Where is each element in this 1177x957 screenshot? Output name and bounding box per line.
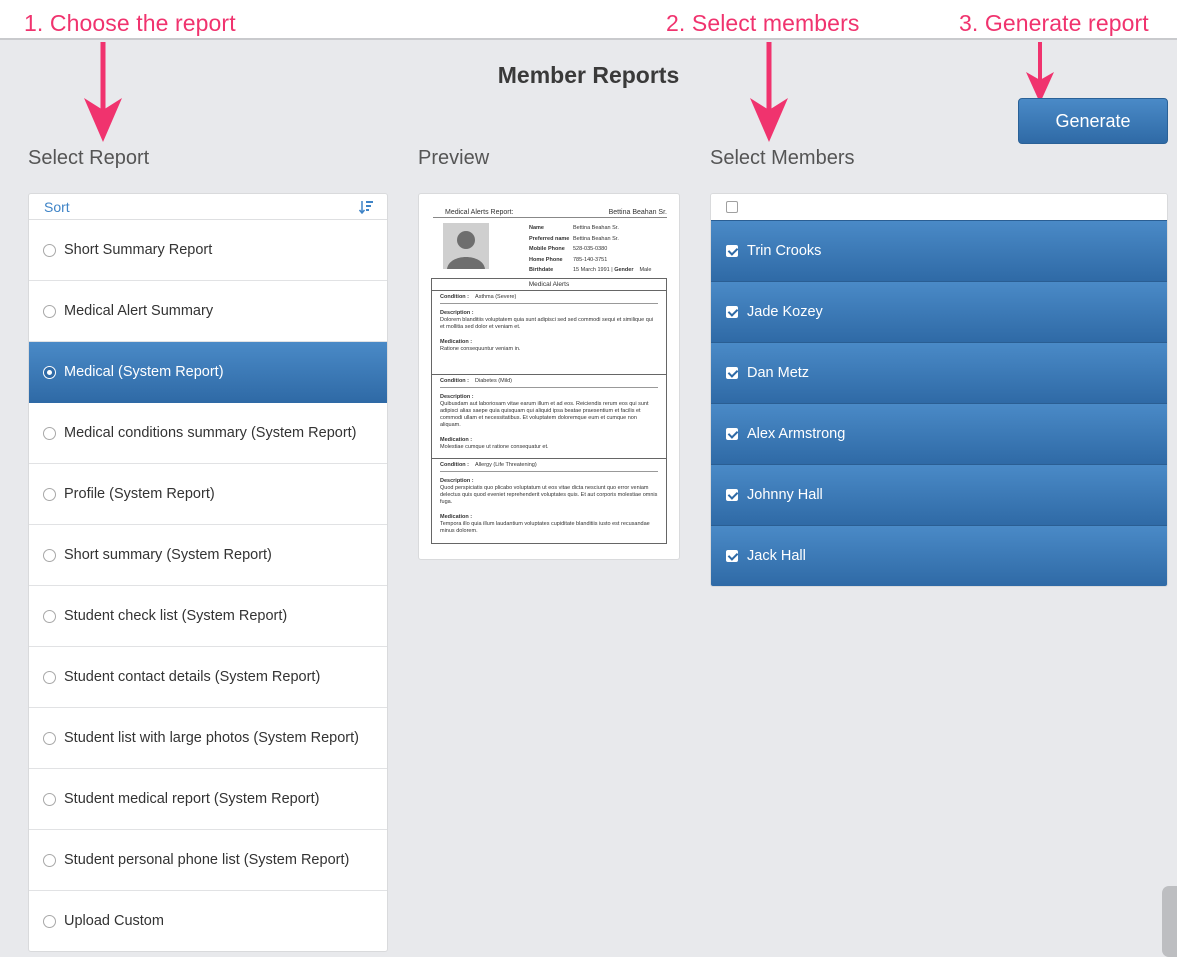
preview-box-title: Medical Alerts xyxy=(432,279,666,291)
radio-button[interactable] xyxy=(43,366,56,379)
preview-medication-text: Tempora illo quia illum laudantium voluptates cupiditate blanditiis iusto est recusandae minus dolorem. xyxy=(440,521,650,534)
preview-info-key: Birthdate xyxy=(529,267,554,273)
member-name: Trin Crooks xyxy=(747,243,822,259)
preview-condition-value: Asthma (Severe) xyxy=(475,294,517,300)
avatar-placeholder-icon xyxy=(443,223,489,269)
member-row[interactable] xyxy=(711,464,1167,525)
preview-info-value: 15 March 1991 xyxy=(573,267,610,273)
member-row[interactable] xyxy=(711,403,1167,464)
select-members-heading: Select Members xyxy=(710,147,855,169)
separator: | xyxy=(609,267,615,273)
report-option-label: Short summary (System Report) xyxy=(64,547,272,563)
radio-button[interactable] xyxy=(43,671,56,684)
member-row[interactable] xyxy=(711,525,1167,586)
preview-condition-block xyxy=(432,459,666,541)
radio-button[interactable] xyxy=(43,549,56,562)
radio-button[interactable] xyxy=(43,610,56,623)
member-checkbox[interactable] xyxy=(726,428,738,440)
report-option[interactable] xyxy=(29,830,387,891)
report-option-label: Profile (System Report) xyxy=(64,486,215,502)
preview-info-value: Bettina Beahan Sr. xyxy=(573,235,619,242)
preview-description-key: Description : xyxy=(440,394,474,400)
preview-condition-value: Diabetes (Mild) xyxy=(475,378,513,384)
member-checkbox[interactable] xyxy=(726,550,738,562)
preview-condition-block xyxy=(432,375,666,459)
report-option-label: Upload Custom xyxy=(64,913,164,929)
generate-button[interactable]: Generate xyxy=(1018,98,1168,144)
select-all-checkbox[interactable] xyxy=(726,201,738,213)
preview-medication-key: Medication : xyxy=(440,339,473,345)
report-option[interactable] xyxy=(29,281,387,342)
member-checkbox[interactable] xyxy=(726,367,738,379)
preview-medication-key: Medication : xyxy=(440,514,473,520)
report-option-label: Medical conditions summary (System Report) xyxy=(64,425,357,441)
sort-link[interactable]: Sort xyxy=(44,198,70,215)
report-option-label: Student contact details (System Report) xyxy=(64,669,321,685)
preview-info-key: Mobile Phone xyxy=(529,246,565,252)
member-name: Alex Armstrong xyxy=(747,426,846,442)
member-row[interactable] xyxy=(711,220,1167,281)
member-name: Dan Metz xyxy=(747,365,810,381)
report-option-label: Student medical report (System Report) xyxy=(64,791,320,807)
report-option[interactable] xyxy=(29,708,387,769)
scrollbar-thumb[interactable] xyxy=(1162,886,1177,957)
radio-button[interactable] xyxy=(43,915,56,928)
sort-icon[interactable] xyxy=(359,200,373,214)
preview-description-text: Quibusdam aut laboriosam vitae earum illum et ad eos. Reiciendis rerum eos qui sunt adipisci alias saepe quia quisquam qui aliquid ipsa beatae praesentium et facilis et commodi ullam et necessitatibus. Et voluptatem doloremque eum et cumque non aliquam. xyxy=(440,401,649,428)
preview-info-value: Bettina Beahan Sr. xyxy=(573,225,619,231)
radio-button[interactable] xyxy=(43,854,56,867)
member-name: Jade Kozey xyxy=(747,304,823,320)
radio-button[interactable] xyxy=(43,488,56,501)
member-checkbox[interactable] xyxy=(726,306,738,318)
preview-info-line xyxy=(529,265,651,276)
members-header xyxy=(711,194,1167,220)
preview-header-title: Medical Alerts Report: xyxy=(445,209,514,216)
report-option-label: Student check list (System Report) xyxy=(64,608,288,624)
report-option[interactable] xyxy=(29,891,387,951)
preview-info xyxy=(529,223,651,276)
report-list xyxy=(28,193,388,952)
member-name: Johnny Hall xyxy=(747,487,823,503)
member-checkbox[interactable] xyxy=(726,245,738,257)
preview-heading: Preview xyxy=(418,147,490,169)
report-option[interactable] xyxy=(29,647,387,708)
preview-gender-value: Male xyxy=(639,267,652,273)
member-row[interactable] xyxy=(711,342,1167,403)
preview-gender-key: Gender xyxy=(614,267,634,273)
report-option[interactable] xyxy=(29,769,387,830)
preview-info-value: 785-140-3751 xyxy=(573,256,608,263)
preview-description-text: Dolorem blanditiis voluptatem quia sunt adipisci sed sed commodi sequi et similique qui et mollitia sed dolor et veniam et. xyxy=(440,317,654,330)
step2-annotation: 2. Select members xyxy=(666,10,860,36)
report-option[interactable] xyxy=(29,220,387,281)
report-preview xyxy=(418,193,680,560)
report-option[interactable] xyxy=(29,464,387,525)
radio-button[interactable] xyxy=(43,244,56,257)
report-option[interactable] xyxy=(29,586,387,647)
report-option-label: Student personal phone list (System Report) xyxy=(64,852,350,868)
preview-condition-block xyxy=(432,291,666,375)
sort-bar xyxy=(29,194,387,220)
members-list xyxy=(710,193,1168,587)
preview-info-key: Name xyxy=(529,225,544,231)
preview-description-key: Description : xyxy=(440,310,474,316)
report-option[interactable] xyxy=(29,525,387,586)
preview-info-line xyxy=(529,244,651,255)
preview-info-line xyxy=(529,223,651,234)
preview-info-line xyxy=(529,234,651,245)
step3-annotation: 3. Generate report xyxy=(959,10,1149,36)
radio-button[interactable] xyxy=(43,305,56,318)
preview-condition-row xyxy=(440,294,658,304)
step2-arrow-icon xyxy=(744,40,794,144)
preview-condition-row xyxy=(440,378,658,388)
report-option-label: Medical (System Report) xyxy=(64,364,224,380)
preview-condition-key: Condition : xyxy=(440,462,470,468)
report-option[interactable] xyxy=(29,342,387,403)
preview-info-line xyxy=(529,255,651,266)
preview-info-key: Preferred name xyxy=(529,235,570,242)
radio-button[interactable] xyxy=(43,793,56,806)
preview-medication-key: Medication : xyxy=(440,437,473,443)
preview-condition-key: Condition : xyxy=(440,294,470,300)
preview-medication-text: Molestiae cumque ut ratione consequatur et. xyxy=(440,444,549,450)
preview-description-text: Quod perspiciatis quo plicabo voluptatum ut eos vitae dicta nesciunt quo error veniam delectus quis quod eveniet reprehenderit voluptates quis. Et aut corporis molestiae omnis fuga. xyxy=(440,485,658,505)
report-option-label: Student list with large photos (System Report) xyxy=(64,730,359,746)
radio-button[interactable] xyxy=(43,427,56,440)
member-checkbox[interactable] xyxy=(726,489,738,501)
preview-info-key: Home Phone xyxy=(529,256,563,263)
select-report-heading: Select Report xyxy=(28,147,150,169)
preview-description-key: Description : xyxy=(440,478,474,484)
preview-medical-alerts xyxy=(431,278,667,544)
preview-condition-value: Allergy (Life Threatening) xyxy=(475,462,537,468)
preview-condition-row xyxy=(440,462,658,472)
radio-button[interactable] xyxy=(43,732,56,745)
preview-info-value: 528-035-0380 xyxy=(573,246,608,252)
preview-header-name: Bettina Beahan Sr. xyxy=(608,209,667,216)
report-option-label: Short Summary Report xyxy=(64,242,213,258)
preview-medication-text: Ratione consequuntur veniam in. xyxy=(440,346,521,352)
preview-condition-key: Condition : xyxy=(440,378,470,384)
page-title: Member Reports xyxy=(497,62,680,88)
member-row[interactable] xyxy=(711,281,1167,342)
report-option-label: Medical Alert Summary xyxy=(64,303,214,319)
preview-header xyxy=(433,209,667,218)
step1-annotation: 1. Choose the report xyxy=(24,10,236,36)
member-name: Jack Hall xyxy=(747,548,806,564)
step1-arrow-icon xyxy=(78,40,128,145)
report-option[interactable] xyxy=(29,403,387,464)
